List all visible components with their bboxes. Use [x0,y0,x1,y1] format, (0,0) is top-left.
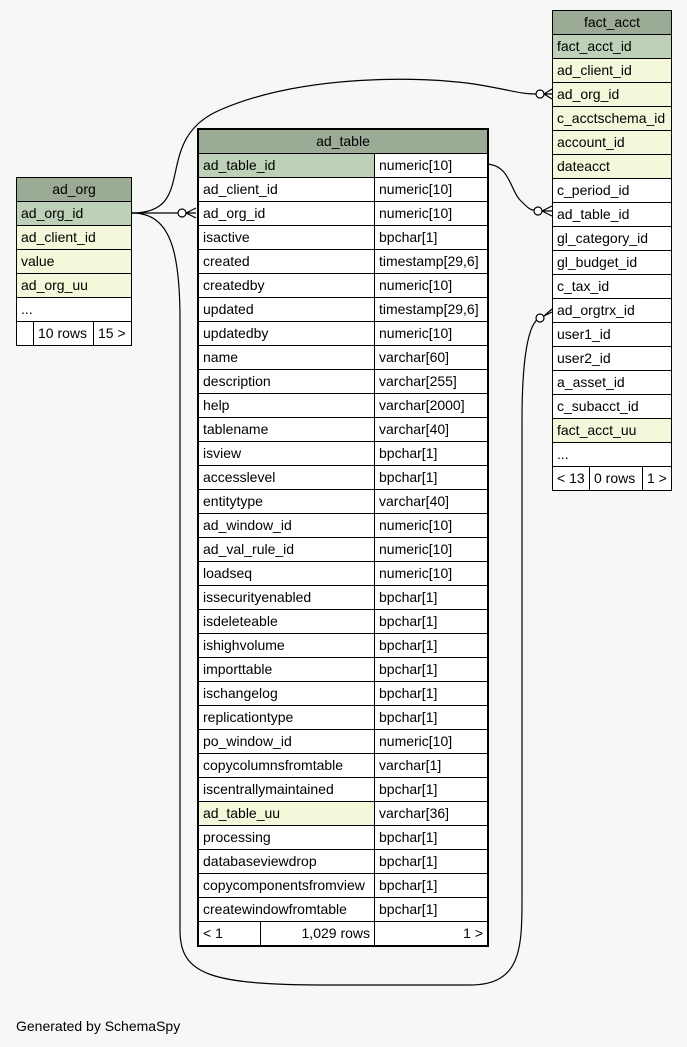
column-row[interactable] [553,131,671,155]
column-type: varchar[1] [379,757,442,773]
column-row[interactable] [553,59,671,83]
table-ad-table[interactable] [197,128,489,947]
column-name: fact_acct_uu [553,419,671,442]
column-type: numeric[10] [379,733,453,749]
column-row[interactable] [199,634,487,658]
column-row[interactable] [553,347,671,371]
column-row[interactable] [199,250,487,274]
table-header [17,178,131,202]
column-type: bpchar[1] [379,829,438,845]
column-name: help [199,394,375,417]
column-type: timestamp[29,6] [379,253,479,269]
column-row[interactable] [17,202,131,226]
column-name: updatedby [199,322,375,345]
column-type: bpchar[1] [379,469,438,485]
generated-by-caption: Generated by SchemaSpy [16,1018,181,1034]
column-name: fact_acct_id [553,35,671,58]
footer-row-count: 0 rows [590,467,643,490]
column-name: tablename [199,418,375,441]
column-name: ... [21,301,33,317]
column-name: issecurityenabled [199,586,375,609]
column-row[interactable] [199,394,487,418]
column-name: isdeleteable [199,610,375,633]
column-type: numeric[10] [379,205,453,221]
column-name: ad_client_id [199,178,375,201]
column-type: bpchar[1] [379,613,438,629]
column-name: accesslevel [199,466,375,489]
column-name: value [17,250,131,273]
footer-row-count: 1,029 rows [261,922,375,945]
column-name: createwindowfromtable [199,898,375,921]
column-row[interactable] [199,538,487,562]
column-type: bpchar[1] [379,229,438,245]
column-type: timestamp[29,6] [379,301,479,317]
column-row[interactable] [553,371,671,395]
column-name: isactive [199,226,375,249]
table-fact-acct[interactable] [552,10,672,491]
table-title: fact_acct [583,14,641,30]
column-type: varchar[40] [379,493,450,509]
link-end-circle [536,314,544,322]
column-row[interactable] [199,202,487,226]
column-name: copycomponentsfromview [199,874,375,897]
column-type: bpchar[1] [379,589,438,605]
column-name: ishighvolume [199,634,375,657]
column-name: ad_client_id [553,59,671,82]
column-name: user1_id [557,326,611,342]
column-row[interactable] [199,682,487,706]
column-type: numeric[10] [379,565,453,581]
crowfoot-icon [542,206,552,216]
column-name: isview [199,442,375,465]
table-title: ad_table [316,133,370,149]
column-row[interactable] [199,322,487,346]
column-type: bpchar[1] [379,637,438,653]
column-type: varchar[40] [379,421,450,437]
column-type: numeric[10] [379,181,453,197]
column-name: user2_id [557,350,611,366]
column-type: bpchar[1] [379,901,438,917]
column-name: createdby [199,274,375,297]
column-name: ad_client_id [17,226,131,249]
column-row[interactable] [199,466,487,490]
column-name: created [199,250,375,273]
column-name: c_tax_id [557,278,610,294]
column-row[interactable] [199,442,487,466]
footer-children[interactable]: 1 > [647,470,667,486]
column-name: ad_org_id [199,202,375,225]
column-name: replicationtype [199,706,375,729]
column-type: numeric[10] [379,157,453,173]
crowfoot-icon [186,208,196,218]
table-header [553,11,671,35]
column-type: bpchar[1] [379,685,438,701]
column-name: gl_category_id [557,230,649,246]
table-title: ad_org [52,181,96,197]
column-row[interactable] [199,658,487,682]
column-row[interactable] [553,83,671,107]
column-name: po_window_id [199,730,375,753]
column-row[interactable] [553,155,671,179]
column-type: numeric[10] [379,517,453,533]
column-row[interactable] [199,802,487,826]
column-row[interactable] [17,274,131,298]
column-row[interactable] [199,610,487,634]
column-name: ad_val_rule_id [199,538,375,561]
column-row[interactable] [553,179,671,203]
column-type: bpchar[1] [379,781,438,797]
column-row[interactable] [553,107,671,131]
column-name: ... [557,446,569,462]
column-row[interactable] [199,154,487,178]
column-name: iscentrallymaintained [199,778,375,801]
column-name: ad_org_uu [17,274,131,297]
column-name: description [199,370,375,393]
column-row[interactable] [199,826,487,850]
crowfoot-icon [544,89,552,99]
column-name: ad_table_id [557,206,630,222]
link-end-circle [536,90,544,98]
column-name: ad_org_id [553,83,671,106]
column-row[interactable] [553,419,671,443]
column-row[interactable] [199,178,487,202]
table-header [199,130,487,154]
column-row[interactable] [199,730,487,754]
column-row[interactable] [553,395,671,419]
column-name: updated [199,298,375,321]
column-row[interactable] [553,323,671,347]
column-name: entitytype [199,490,375,513]
column-row[interactable] [199,778,487,802]
column-row[interactable] [199,706,487,730]
column-type: bpchar[1] [379,445,438,461]
table-footer [17,322,131,345]
link-ad-table-to-fact-acct [485,164,534,210]
column-name: c_subacct_id [557,398,639,414]
column-name: databaseviewdrop [199,850,375,873]
column-type: bpchar[1] [379,877,438,893]
link-end-circle [178,209,186,217]
column-type: numeric[10] [379,277,453,293]
column-row[interactable] [553,35,671,59]
column-type: varchar[255] [379,373,457,389]
arrow-icon [544,309,552,316]
table-ad-org[interactable] [16,177,132,346]
column-name: processing [199,826,375,849]
column-row[interactable] [199,274,487,298]
column-row[interactable] [199,514,487,538]
column-name: importtable [199,658,375,681]
column-row[interactable] [553,275,671,299]
column-row[interactable] [199,490,487,514]
column-row[interactable] [553,203,671,227]
column-type: bpchar[1] [379,853,438,869]
column-name: ad_orgtrx_id [557,302,635,318]
table-footer [553,467,671,490]
footer-parents[interactable] [17,322,34,345]
column-name: name [199,346,375,369]
link-end-circle [534,207,542,215]
column-name: account_id [553,131,671,154]
column-row[interactable] [199,874,487,898]
column-row[interactable] [199,898,487,922]
column-type: varchar[2000] [379,397,465,413]
column-row[interactable] [553,227,671,251]
column-name: ad_window_id [199,514,375,537]
column-row[interactable] [553,299,671,323]
column-row[interactable] [199,370,487,394]
column-name: ad_org_id [17,202,131,225]
column-type: numeric[10] [379,325,453,341]
table-footer [199,922,487,945]
column-name: dateacct [553,155,671,178]
column-type: numeric[10] [379,541,453,557]
column-name: c_acctschema_id [553,107,671,130]
column-row[interactable] [199,346,487,370]
column-row[interactable] [199,850,487,874]
column-row[interactable] [17,298,131,322]
column-row[interactable] [199,562,487,586]
column-name: ad_table_uu [199,802,375,825]
column-row[interactable] [199,298,487,322]
column-row[interactable] [199,754,487,778]
column-row[interactable] [199,418,487,442]
column-name: loadseq [199,562,375,585]
column-row[interactable] [199,226,487,250]
column-type: bpchar[1] [379,661,438,677]
footer-row-count: 10 rows [34,322,94,345]
column-name: copycolumnsfromtable [199,754,375,777]
column-name: c_period_id [557,182,630,198]
column-type: varchar[36] [379,805,450,821]
column-name: gl_budget_id [557,254,638,270]
footer-parents[interactable]: < 1 [199,922,261,945]
column-row[interactable] [553,251,671,275]
column-row[interactable] [199,586,487,610]
column-row[interactable] [17,226,131,250]
column-row[interactable] [17,250,131,274]
footer-children[interactable]: 1 > [463,925,483,941]
footer-parents[interactable]: < 13 [553,467,590,490]
column-type: varchar[60] [379,349,450,365]
column-name: ischangelog [199,682,375,705]
column-name: ad_table_id [199,154,375,177]
footer-children[interactable]: 15 > [98,325,126,341]
column-row[interactable] [553,443,671,467]
column-name: a_asset_id [557,374,625,390]
column-type: bpchar[1] [379,709,438,725]
